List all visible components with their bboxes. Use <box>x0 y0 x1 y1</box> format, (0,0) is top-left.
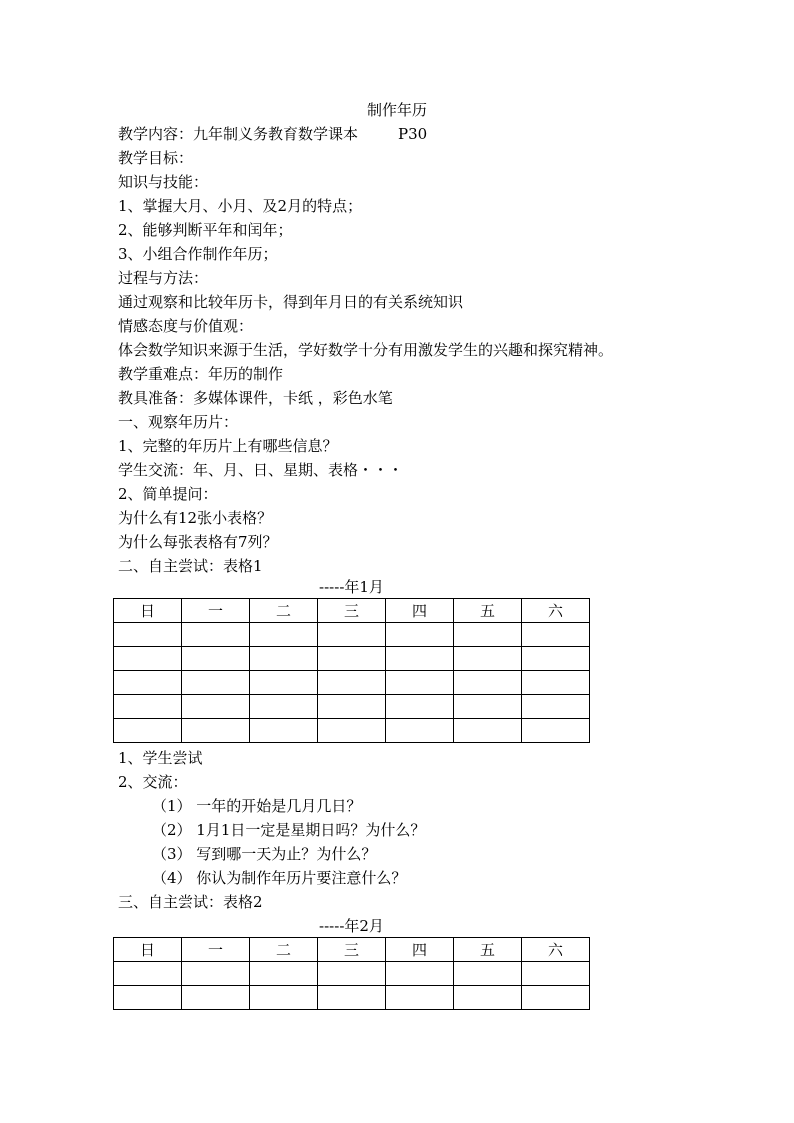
empty-cell <box>386 647 454 671</box>
weekday-header: 六 <box>522 938 590 962</box>
text-line: 一、观察年历片： <box>118 413 239 431</box>
empty-cell <box>454 962 522 986</box>
text-line: 3、小组合作制作年历； <box>118 245 278 263</box>
text-line: 1、掌握大月、小月、及2月的特点； <box>118 197 363 215</box>
empty-cell <box>386 962 454 986</box>
text-line: 1、完整的年历片上有哪些信息？ <box>118 437 338 455</box>
empty-cell <box>114 695 182 719</box>
weekday-header: 四 <box>386 938 454 962</box>
text-line: 为什么有12张小表格？ <box>118 509 273 527</box>
empty-cell <box>386 986 454 1010</box>
weekday-header: 三 <box>318 599 386 623</box>
weekday-header: 四 <box>386 599 454 623</box>
empty-cell <box>182 647 250 671</box>
question-item: （2） 1月1日一定是星期日吗？为什么？ <box>152 821 426 839</box>
text-line: 通过观察和比较年历卡，得到年月日的有关系统知识 <box>118 293 464 311</box>
table-row <box>114 671 590 695</box>
empty-cell <box>454 986 522 1010</box>
content-line <box>118 122 427 146</box>
empty-cell <box>114 986 182 1010</box>
text-line: 教具准备：多媒体课件，卡纸 ，彩色水笔 <box>118 389 393 407</box>
empty-cell <box>182 986 250 1010</box>
empty-cell <box>454 695 522 719</box>
weekday-header: 一 <box>182 599 250 623</box>
calendar-table-january <box>113 598 590 743</box>
empty-cell <box>250 647 318 671</box>
question-item: （1） 一年的开始是几月几日？ <box>152 797 362 815</box>
table-row <box>114 962 590 986</box>
text-line: 过程与方法： <box>118 269 209 287</box>
text-line: 2、简单提问： <box>118 485 218 503</box>
table-row <box>114 695 590 719</box>
empty-cell <box>386 671 454 695</box>
empty-cell <box>182 695 250 719</box>
content-page: P30 <box>398 125 428 143</box>
empty-cell <box>318 647 386 671</box>
empty-cell <box>454 719 522 743</box>
page-title: 制作年历 <box>366 101 427 119</box>
empty-cell <box>182 671 250 695</box>
weekday-header: 一 <box>182 938 250 962</box>
weekday-header: 三 <box>318 938 386 962</box>
text-line: 知识与技能： <box>118 173 209 191</box>
section-heading: 三、自主尝试：表格2 <box>118 893 263 911</box>
weekday-header-row <box>114 938 590 962</box>
empty-cell <box>522 986 590 1010</box>
question-item: （4） 你认为制作年历片要注意什么？ <box>152 869 407 887</box>
empty-cell <box>386 719 454 743</box>
empty-cell <box>250 719 318 743</box>
calendar-table-february <box>113 937 590 1010</box>
empty-cell <box>114 719 182 743</box>
weekday-header: 五 <box>454 599 522 623</box>
empty-cell <box>318 962 386 986</box>
empty-cell <box>318 695 386 719</box>
table-row <box>114 647 590 671</box>
weekday-header: 二 <box>250 938 318 962</box>
text-line: 学生交流：年、月、日、星期、表格・・・ <box>118 461 404 479</box>
empty-cell <box>318 623 386 647</box>
table1-caption: -----年1月 <box>319 578 384 596</box>
weekday-header: 日 <box>114 599 182 623</box>
table-row <box>114 623 590 647</box>
empty-cell <box>250 986 318 1010</box>
empty-cell <box>522 719 590 743</box>
empty-cell <box>386 695 454 719</box>
text-line: 2、交流： <box>118 773 188 791</box>
empty-cell <box>250 695 318 719</box>
text-line: 为什么每张表格有7列？ <box>118 533 278 551</box>
text-line: 情感态度与价值观： <box>118 317 254 335</box>
text-line: 体会数学知识来源于生活，学好数学十分有用激发学生的兴趣和探究精神。 <box>118 341 614 359</box>
empty-cell <box>318 986 386 1010</box>
empty-cell <box>114 647 182 671</box>
empty-cell <box>522 671 590 695</box>
empty-cell <box>386 623 454 647</box>
empty-cell <box>182 719 250 743</box>
weekday-header: 五 <box>454 938 522 962</box>
weekday-header: 六 <box>522 599 590 623</box>
empty-cell <box>250 671 318 695</box>
question-item: （3） 写到哪一天为止？为什么？ <box>152 845 377 863</box>
empty-cell <box>454 623 522 647</box>
content-label: 教学内容：九年制义务教育数学课本 <box>118 125 359 143</box>
empty-cell <box>522 962 590 986</box>
text-line: 教学目标： <box>118 149 194 167</box>
text-line: 2、能够判断平年和闰年； <box>118 221 293 239</box>
text-line: 二、自主尝试：表格1 <box>118 557 263 575</box>
table-row <box>114 719 590 743</box>
empty-cell <box>318 719 386 743</box>
empty-cell <box>182 962 250 986</box>
table2-caption: -----年2月 <box>319 917 384 935</box>
empty-cell <box>114 623 182 647</box>
empty-cell <box>114 671 182 695</box>
empty-cell <box>454 647 522 671</box>
empty-cell <box>182 623 250 647</box>
empty-cell <box>250 623 318 647</box>
empty-cell <box>522 647 590 671</box>
empty-cell <box>454 671 522 695</box>
weekday-header-row <box>114 599 590 623</box>
text-line: 1、学生尝试 <box>118 749 203 767</box>
empty-cell <box>318 671 386 695</box>
empty-cell <box>250 962 318 986</box>
table-row <box>114 986 590 1010</box>
empty-cell <box>522 623 590 647</box>
weekday-header: 日 <box>114 938 182 962</box>
empty-cell <box>114 962 182 986</box>
empty-cell <box>522 695 590 719</box>
weekday-header: 二 <box>250 599 318 623</box>
text-line: 教学重难点：年历的制作 <box>118 365 284 383</box>
